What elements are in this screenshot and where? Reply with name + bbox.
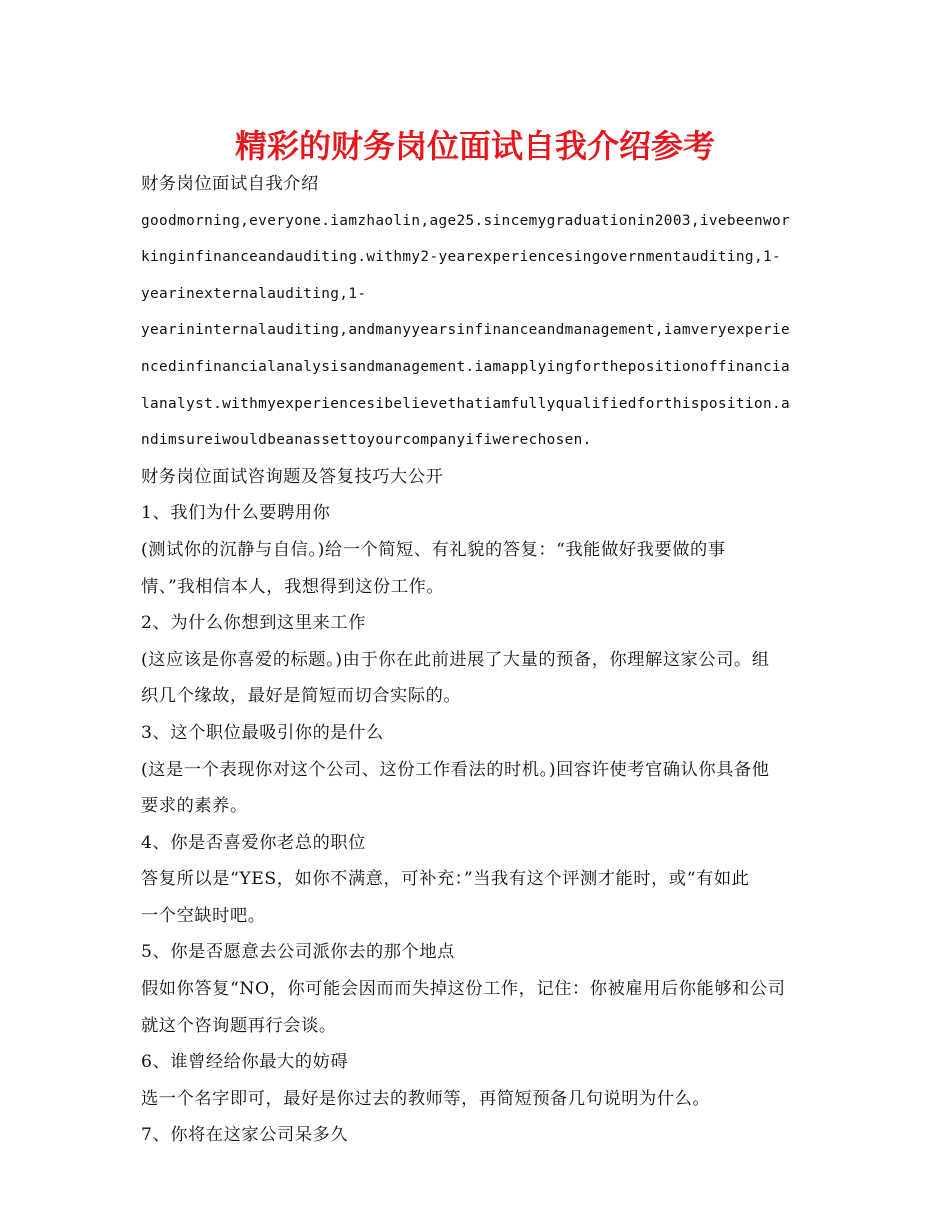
question-2: 2、为什么你想到这里来工作 xyxy=(141,613,366,634)
answer-line: 就这个咨询题再行会谈。 xyxy=(141,1015,337,1036)
paragraph-line: yearininternalauditing,andmanyyearsinfinanceandmanagement,iamveryexperie xyxy=(141,322,790,339)
document-title: 精彩的财务岗位面试自我介绍参考 xyxy=(234,127,715,165)
answer-line: 一个空缺时吧。 xyxy=(141,905,266,926)
paragraph-line: ndimsureiwouldbeanassettoyourcompanyifiwerechosen. xyxy=(141,432,592,449)
question-1: 1、我们为什么要聘用你 xyxy=(141,503,331,524)
paragraph-line: lanalyst.withmyexperiencesibelievethatiamfullyqualifiedforthisposition.a xyxy=(141,395,790,412)
question-3: 3、这个职位最吸引你的是什么 xyxy=(141,722,384,743)
question-7: 7、你将在这家公司呆多久 xyxy=(141,1125,349,1146)
answer-line: 假如你答复“NO，你可能会因而而失掉这份工作，记住：你被雇用后你能够和公司 xyxy=(141,979,786,1000)
answer-line: (这应该是你喜爱的标题。)由于你在此前进展了大量的预备，你理解这家公司。组 xyxy=(141,649,770,670)
answer-line: 织几个缘故，最好是简短而切合实际的。 xyxy=(141,686,462,707)
paragraph-line: kinginfinanceandauditing.withmy2-yearexperiencesingovernmentauditing,1- xyxy=(141,249,781,266)
paragraph-line: ncedinfinancialanalysisandmanagement.iamapplyingforthepositionoffinancia xyxy=(141,358,790,375)
question-4: 4、你是否喜爱你老总的职位 xyxy=(141,832,366,853)
answer-line: 要求的素养。 xyxy=(141,796,248,817)
answer-line: 选一个名字即可，最好是你过去的教师等，再简短预备几句说明为什么。 xyxy=(141,1088,711,1109)
question-5: 5、你是否愿意去公司派你去的那个地点 xyxy=(141,942,455,963)
answer-line: 答复所以是“YES，如你不满意，可补充：”当我有这个评测才能时，或“有如此 xyxy=(141,869,750,890)
answer-line: (这是一个表现你对这个公司、这份工作看法的时机。)回容许使考官确认你具备他 xyxy=(141,759,770,780)
question-6: 6、谁曾经给你最大的妨碍 xyxy=(141,1052,349,1073)
paragraph-line: goodmorning,everyone.iamzhaolin,age25.sincemygraduationin2003,ivebeenwor xyxy=(141,212,790,229)
section-heading-intro: 财务岗位面试自我介绍 xyxy=(141,174,319,194)
answer-line: (测试你的沉静与自信。)给一个简短、有礼貌的答复：“我能做好我要做的事 xyxy=(141,539,726,560)
document-body xyxy=(141,166,813,1154)
answer-line: 情、”我相信本人，我想得到这份工作。 xyxy=(141,576,445,597)
section-heading-qa: 财务岗位面试咨询题及答复技巧大公开 xyxy=(141,466,444,487)
paragraph-line: yearinexternalauditing,1- xyxy=(141,285,367,302)
